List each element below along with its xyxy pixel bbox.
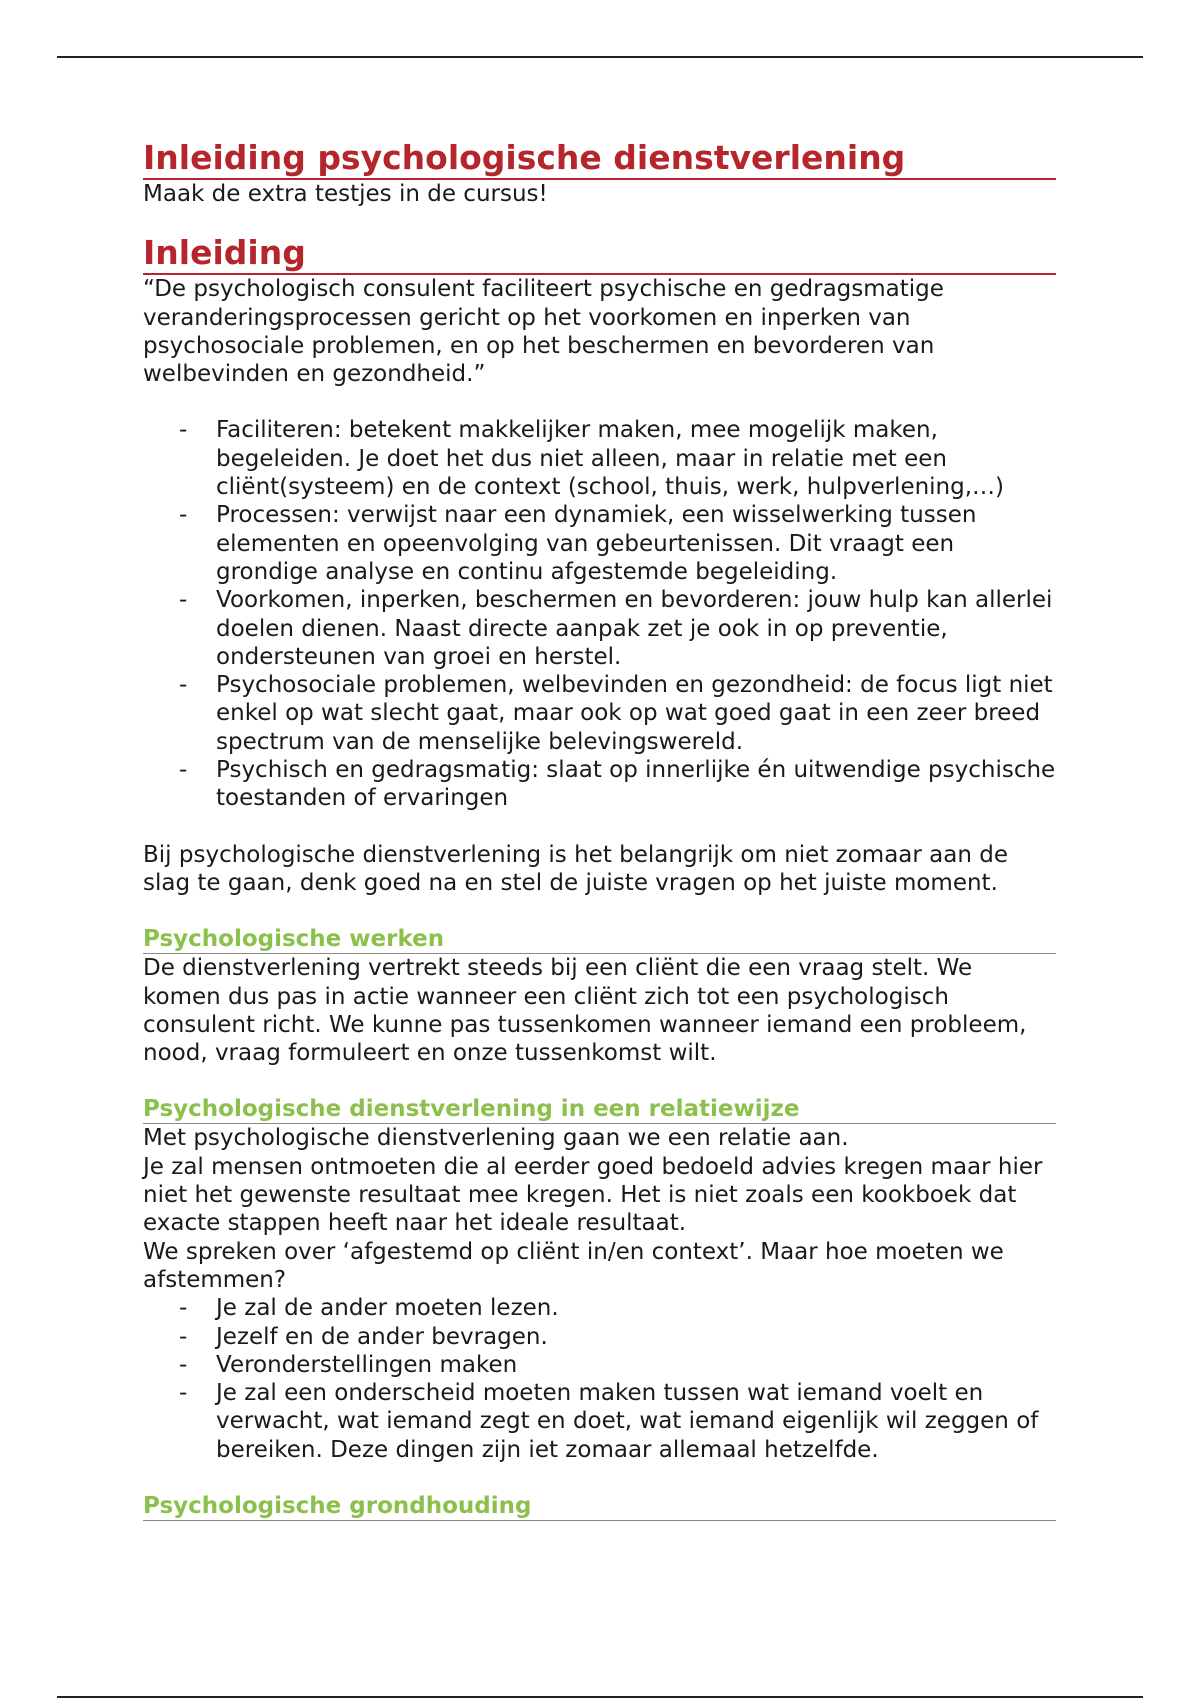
closing-paragraph: Bij psychologische dienstverlening is het belangrijk om niet zomaar aan de slag te gaan, denk goed na en stel de juiste vragen op het juiste moment. — [143, 841, 1008, 896]
bullet-dash: - — [179, 1295, 188, 1322]
bullet-dash: - — [179, 587, 188, 614]
spacer — [143, 1464, 1056, 1492]
list-item — [143, 416, 1056, 501]
document-body — [143, 138, 1056, 1521]
werken-paragraph: De dienstverlening vertrekt steeds bij een cliënt die een vraag stelt. We komen dus pas in actie wanneer een cliënt zich tot een psychologisch consulent richt. We kunne pas tussenkomen wanneer iemand een probleem, nood, vraag formuleert en onze tussenkomst wilt. — [143, 955, 1027, 1067]
bullet-dash: - — [179, 1323, 188, 1350]
list-item-text: Je zal de ander moeten lezen. — [216, 1295, 559, 1322]
definition-quote: “De psychologisch consulent faciliteert psychische en gedragsmatige veranderingsprocessen gericht op het voorkomen en inperken van psychosociale problemen, en op het beschermen en bevorderen van welbevinden en gezondheid.” — [143, 276, 944, 388]
list-item-text: Je zal een onderscheid moeten maken tussen wat iemand voelt en verwacht, wat iemand zegt en doet, wat iemand eigenlijk wil zeggen of bereiken. Deze dingen zijn iet zomaar allemaal hetzelfde. — [216, 1380, 1039, 1463]
document-title: Inleiding psychologische dienstverlening — [143, 138, 1056, 180]
bullet-dash: - — [179, 417, 188, 444]
list-item-text: Faciliteren: betekent makkelijker maken, mee mogelijk maken, begeleiden. Je doet het dus niet alleen, maar in relatie met een cliënt(systeem) en de context (school, thuis, werk, hulpverlening,…) — [216, 417, 1005, 501]
list-item — [143, 1351, 1056, 1379]
bullet-dash: - — [179, 502, 188, 529]
definition-bullet-list — [143, 416, 1056, 812]
heading-relatiewijze: Psychologische dienstverlening in een relatiewijze — [143, 1095, 1056, 1124]
list-item-text: Psychosociale problemen, welbevinden en gezondheid: de focus ligt niet enkel op wat slecht gaat, maar ook op wat goed gaat in een zeer breed spectrum van de menselijke belevingswereld. — [216, 672, 1053, 755]
relatiewijze-line-2: Je zal mensen ontmoeten die al eerder goed bedoeld advies kregen maar hier niet het gewenste resultaat mee kregen. Het is niet zoals een kookboek dat exacte stappen heeft naar het ideale resultaat. — [143, 1153, 1043, 1237]
relatiewijze-line-1: Met psychologische dienstverlening gaan we een relatie aan. — [143, 1125, 849, 1152]
bullet-dash: - — [179, 672, 188, 699]
list-item — [143, 1294, 1056, 1322]
bullet-dash: - — [179, 757, 188, 784]
relatiewijze-line-3: We spreken over ‘afgestemd op cliënt in/en context’. Maar hoe moeten we afstemmen? — [143, 1238, 1004, 1293]
list-item-text: Veronderstellingen maken — [216, 1351, 518, 1378]
list-item — [143, 756, 1056, 813]
spacer — [143, 897, 1056, 925]
page-bottom-rule — [57, 1696, 1143, 1698]
spacer — [143, 813, 1056, 841]
heading-psychologische-werken: Psychologische werken — [143, 925, 1056, 954]
bullet-dash: - — [179, 1351, 188, 1378]
list-item — [143, 586, 1056, 671]
heading-grondhouding: Psychologische grondhouding — [143, 1492, 1056, 1521]
bullet-dash: - — [179, 1380, 188, 1407]
list-item — [143, 501, 1056, 586]
list-item-text: Processen: verwijst naar een dynamiek, een wisselwerking tussen elementen en opeenvolging van gebeurtenissen. Dit vraagt een grondige analyse en continu afgestemde begeleiding. — [216, 502, 977, 585]
spacer — [143, 388, 1056, 416]
list-item — [143, 1323, 1056, 1351]
list-item — [143, 671, 1056, 756]
list-item — [143, 1379, 1056, 1464]
list-item-text: Jezelf en de ander bevragen. — [216, 1323, 548, 1350]
afstemmen-bullet-list — [143, 1294, 1056, 1464]
page-top-rule — [57, 56, 1143, 58]
list-item-text: Voorkomen, inperken, beschermen en bevorderen: jouw hulp kan allerlei doelen dienen. Naast directe aanpak zet je ook in op preventie, ondersteunen van groei en herstel. — [216, 587, 1053, 670]
heading-inleiding: Inleiding — [143, 233, 1056, 275]
intro-note: Maak de extra testjes in de cursus! — [143, 181, 548, 207]
list-item-text: Psychisch en gedragsmatig: slaat op innerlijke én uitwendige psychische toestanden of ervaringen — [216, 757, 1056, 812]
spacer — [143, 1067, 1056, 1095]
